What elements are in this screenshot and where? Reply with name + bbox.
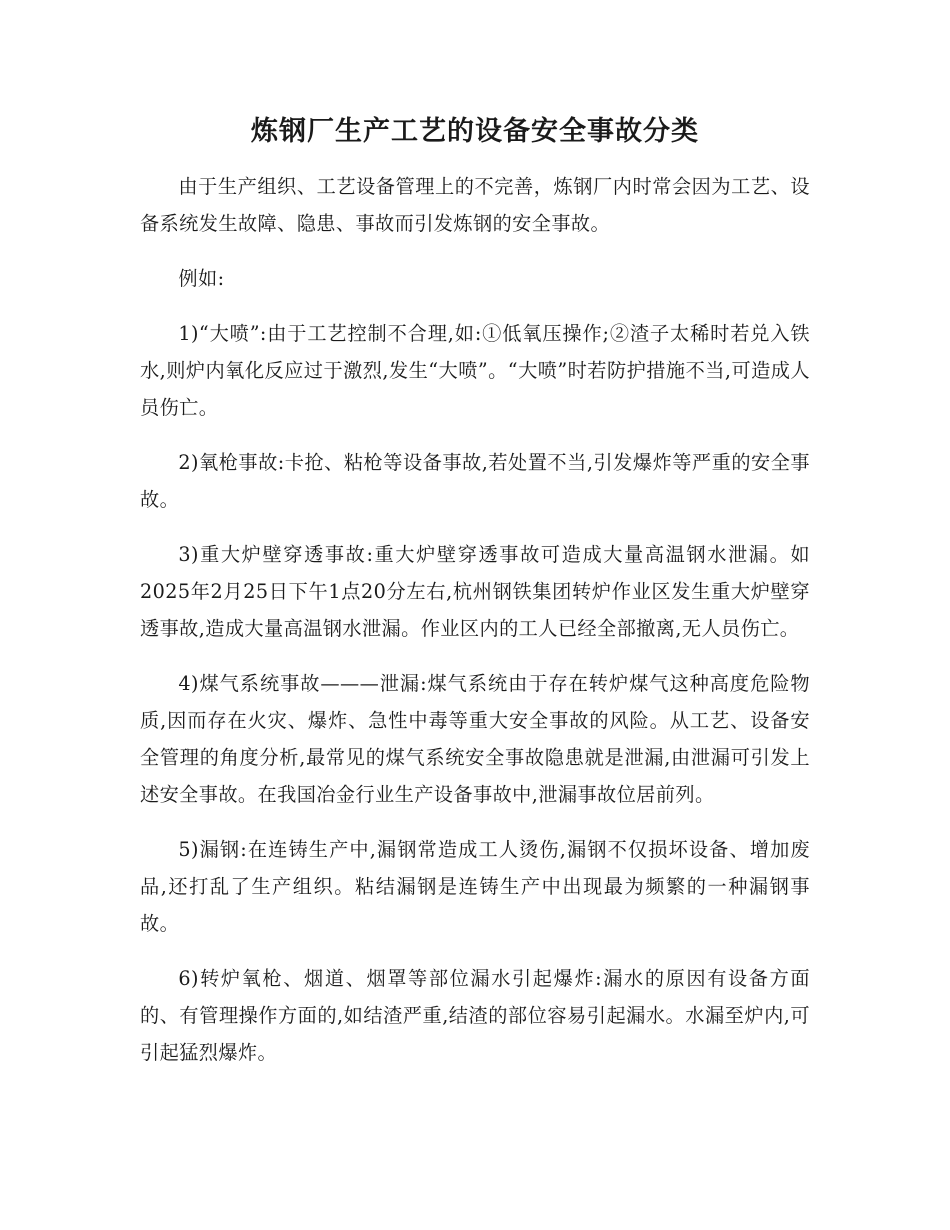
document-title: 炼钢厂生产工艺的设备安全事故分类 [251, 116, 699, 147]
document-page [140, 110, 810, 1089]
paragraph-item-1: 1)“大喷”:由于工艺控制不合理,如:①低氧压操作;②渣子太稀时若兑入铁水,则炉内氧化反应过于激烈,发生“大喷”。“大喷”时若防护措施不当,可造成人员伤亡。 [140, 322, 810, 419]
paragraph-item-5: 5)漏钢:在连铸生产中,漏钢常造成工人烫伤,漏钢不仅损坏设备、增加废品,还打乱了生产组织。粘结漏钢是连铸生产中出现最为频繁的一种漏钢事故。 [140, 838, 810, 935]
paragraph-item-3: 3)重大炉壁穿透事故:重大炉壁穿透事故可造成大量高温钢水泄漏。如2025年2月25日下午1点20分左右,杭州钢铁集团转炉作业区发生重大炉壁穿透事故,造成大量高温钢水泄漏。作业区内的工人已经全部撤离,无人员伤亡。 [140, 543, 810, 640]
paragraph-intro: 由于生产组织、工艺设备管理上的不完善，炼钢厂内时常会因为工艺、设备系统发生故障、隐患、事故而引发炼钢的安全事故。 [140, 175, 810, 235]
paragraph-item-6: 6)转炉氧枪、烟道、烟罩等部位漏水引起爆炸:漏水的原因有设备方面的、有管理操作方面的,如结渣严重,结渣的部位容易引起漏水。水漏至炉内,可引起猛烈爆炸。 [140, 967, 810, 1064]
paragraph-item-4: 4)煤气系统事故———泄漏:煤气系统由于存在转炉煤气这种高度危险物质,因而存在火灾、爆炸、急性中毒等重大安全事故的风险。从工艺、设备安全管理的角度分析,最常见的煤气系统安全事故隐患就是泄漏,由泄漏可引发上述安全事故。在我国冶金行业生产设备事故中,泄漏事故位居前列。 [140, 672, 810, 806]
paragraph-item-2: 2)氧枪事故:卡抢、粘枪等设备事故,若处置不当,引发爆炸等严重的安全事故。 [140, 451, 810, 511]
paragraph-example-lead: 例如: [178, 267, 225, 290]
